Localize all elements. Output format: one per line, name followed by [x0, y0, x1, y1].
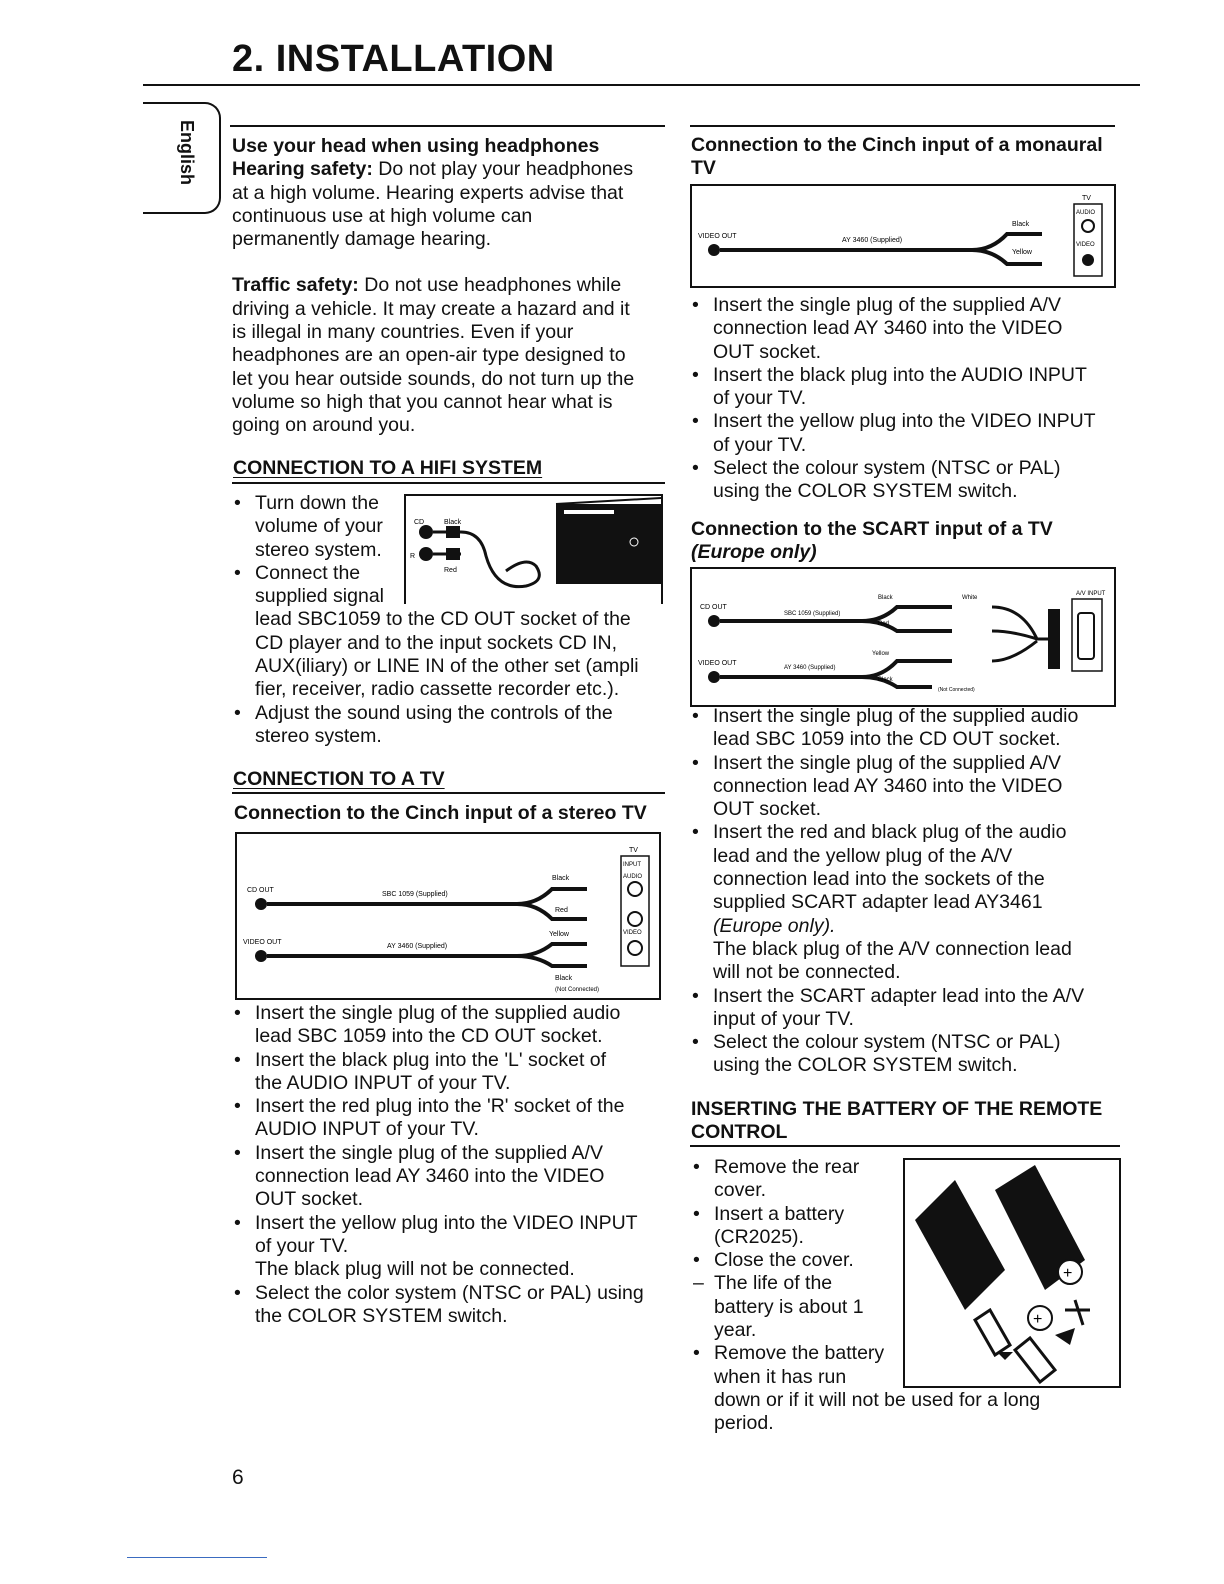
svg-text:Black: Black [1012, 221, 1030, 228]
svg-text:AUDIO: AUDIO [623, 874, 643, 880]
battery-heading: INSERTING THE BATTERY OF THE REMOTE CONTROL [691, 1098, 1103, 1144]
scart-item: • Insert the single plug of the supplied audio lead SBC 1059 into the CD OUT socket. [690, 705, 1130, 752]
tv-heading: CONNECTION TO A TV [233, 768, 445, 790]
hifi-item: • Connect the supplied signal lead SBC1059 to the CD OUT socket of the CD player and to the input sockets CD IN, AUX(iliary) or LINE IN of the other set (ampli fier, receiver, radio cassette recorder etc.). [232, 562, 672, 702]
svg-text:VIDEO OUT: VIDEO OUT [698, 660, 737, 667]
svg-text:White: White [962, 595, 978, 601]
right-top-rule [690, 125, 1115, 127]
svg-text:SBC 1059 (Supplied): SBC 1059 (Supplied) [784, 611, 841, 617]
hifi-diagram [406, 496, 661, 604]
svg-text:INPUT: INPUT [623, 862, 641, 868]
svg-text:Black: Black [444, 519, 462, 526]
hifi-item: • Adjust the sound using the controls of the stereo system. [232, 702, 672, 749]
mono-heading: Connection to the Cinch input of a monaural TV [691, 134, 1103, 180]
svg-text:Red: Red [555, 907, 568, 914]
stereo-tv-heading: Connection to the Cinch input of a stereo TV [234, 802, 647, 824]
svg-text:R: R [410, 553, 416, 560]
svg-text:(Not Connected): (Not Connected) [555, 987, 600, 993]
stereo-item: • Select the color system (NTSC or PAL) using the COLOR SYSTEM switch. [232, 1282, 672, 1329]
svg-text:AY 3460 (Supplied): AY 3460 (Supplied) [842, 237, 903, 244]
svg-text:Red: Red [878, 621, 890, 627]
svg-text:SBC 1059 (Supplied): SBC 1059 (Supplied) [382, 891, 448, 898]
battery-list [691, 1156, 1131, 1436]
hifi-connection-figure [404, 494, 663, 604]
scart-item: • Insert the SCART adapter lead into the A/V input of your TV. [690, 985, 1130, 1032]
svg-text:CD: CD [414, 519, 425, 526]
svg-text:(Not Connected): (Not Connected) [938, 687, 975, 693]
battery-item: • Remove the battery when it has run down or if it will not be used for a long period. [691, 1342, 1131, 1435]
svg-text:VIDEO: VIDEO [1076, 242, 1095, 248]
mono-item: • Select the colour system (NTSC or PAL) using the COLOR SYSTEM switch. [690, 457, 1130, 504]
language-tab [143, 102, 221, 212]
battery-rule [690, 1145, 1120, 1147]
svg-text:Yellow: Yellow [549, 931, 569, 938]
battery-item: • Close the cover. [691, 1249, 1131, 1272]
mono-item: • Insert the single plug of the supplied A/V connection lead AY 3460 into the VIDEO OUT socket. [690, 294, 1130, 364]
stereo-item: • Insert the red plug into the 'R' socket of the AUDIO INPUT of your TV. [232, 1095, 672, 1142]
page-number: 6 [232, 1466, 244, 1489]
svg-text:Black: Black [878, 677, 893, 683]
stereo-item: • Insert the single plug of the supplied A/V connection lead AY 3460 into the VIDEO OUT socket. [232, 1142, 672, 1212]
page-title: 2. INSTALLATION [232, 38, 555, 80]
svg-text:AUDIO: AUDIO [1076, 210, 1096, 216]
stereo-tv-diagram [237, 834, 659, 998]
scart-item: • Select the colour system (NTSC or PAL) using the COLOR SYSTEM switch. [690, 1031, 1130, 1078]
svg-text:VIDEO OUT: VIDEO OUT [698, 233, 737, 240]
left-top-rule [230, 125, 665, 127]
stereo-list [232, 1002, 672, 1328]
mono-tv-figure [690, 184, 1116, 288]
mono-tv-diagram [692, 186, 1114, 286]
svg-text:Black: Black [552, 875, 570, 882]
stereo-tv-figure [235, 832, 661, 1000]
mono-item: • Insert the yellow plug into the VIDEO INPUT of your TV. [690, 410, 1130, 457]
mono-list [690, 294, 1130, 504]
stereo-unit [556, 504, 661, 584]
battery-item: • Insert a battery (CR2025). [691, 1203, 1131, 1250]
stereo-item: • Insert the single plug of the supplied audio lead SBC 1059 into the CD OUT socket. [232, 1002, 672, 1049]
stereo-item: • Insert the black plug into the 'L' socket of the AUDIO INPUT of your TV. [232, 1049, 672, 1096]
svg-text:Yellow: Yellow [872, 651, 890, 657]
language-tab-label: English [177, 120, 197, 186]
battery-item: – The life of the battery is about 1 year. [691, 1272, 1131, 1342]
scart-diagram [692, 569, 1114, 705]
svg-text:VIDEO OUT: VIDEO OUT [243, 939, 282, 946]
scart-list [690, 705, 1130, 1078]
title-rule [143, 84, 1140, 86]
svg-text:+: + [1033, 1311, 1043, 1328]
headphones-section [232, 135, 672, 438]
stereo-item: • Insert the yellow plug into the VIDEO INPUT of your TV. The black plug will not be connected. [232, 1212, 672, 1282]
hifi-rule [232, 482, 665, 484]
svg-text:Yellow: Yellow [1012, 249, 1032, 256]
hearing-paragraph: Hearing safety: Do not play your headphones at a high volume. Hearing experts advise that continuous use at high volume can permanently damage hearing. [232, 158, 634, 251]
svg-text:CD OUT: CD OUT [247, 887, 274, 894]
svg-text:Black: Black [878, 595, 893, 601]
svg-text:AY 3460 (Supplied): AY 3460 (Supplied) [784, 665, 836, 671]
scart-figure [690, 567, 1116, 707]
svg-text:Black: Black [555, 975, 573, 982]
footer-line [127, 1557, 267, 1558]
svg-text:A/V INPUT: A/V INPUT [1076, 591, 1106, 597]
svg-text:+: + [1063, 1265, 1073, 1282]
hifi-item: • Turn down the volume of your stereo system. [232, 492, 672, 562]
svg-text:CD OUT: CD OUT [700, 604, 727, 611]
svg-text:AY 3460 (Supplied): AY 3460 (Supplied) [387, 943, 448, 950]
traffic-paragraph: Traffic safety: Do not use headphones while driving a vehicle. It may create a hazard and it is illegal in many countries. Even if your headphones are an open-air type designed to let you hear outside sounds, do not turn up the volume so high that you cannot hear what is going on around you. [232, 274, 635, 437]
scart-heading: Connection to the SCART input of a TV (Europe only) [691, 518, 1053, 564]
battery-item: • Remove the rear cover. [691, 1156, 1131, 1203]
scart-item: • Insert the red and black plug of the audio lead and the yellow plug of the A/V connection lead into the sockets of the supplied SCART adapter lead AY3461 (Europe only). The black plug of the A/V connection lead will not be connected. [690, 821, 1130, 984]
svg-text:TV: TV [1082, 195, 1091, 202]
mono-item: • Insert the black plug into the AUDIO INPUT of your TV. [690, 364, 1130, 411]
tv-rule [232, 792, 665, 794]
svg-text:Red: Red [444, 567, 457, 574]
hifi-heading: CONNECTION TO A HIFI SYSTEM [233, 457, 543, 479]
scart-item: • Insert the single plug of the supplied A/V connection lead AY 3460 into the VIDEO OUT socket. [690, 752, 1130, 822]
svg-text:TV: TV [629, 847, 638, 854]
svg-text:VIDEO: VIDEO [623, 930, 642, 936]
headphones-heading: Use your head when using headphones [232, 135, 600, 157]
